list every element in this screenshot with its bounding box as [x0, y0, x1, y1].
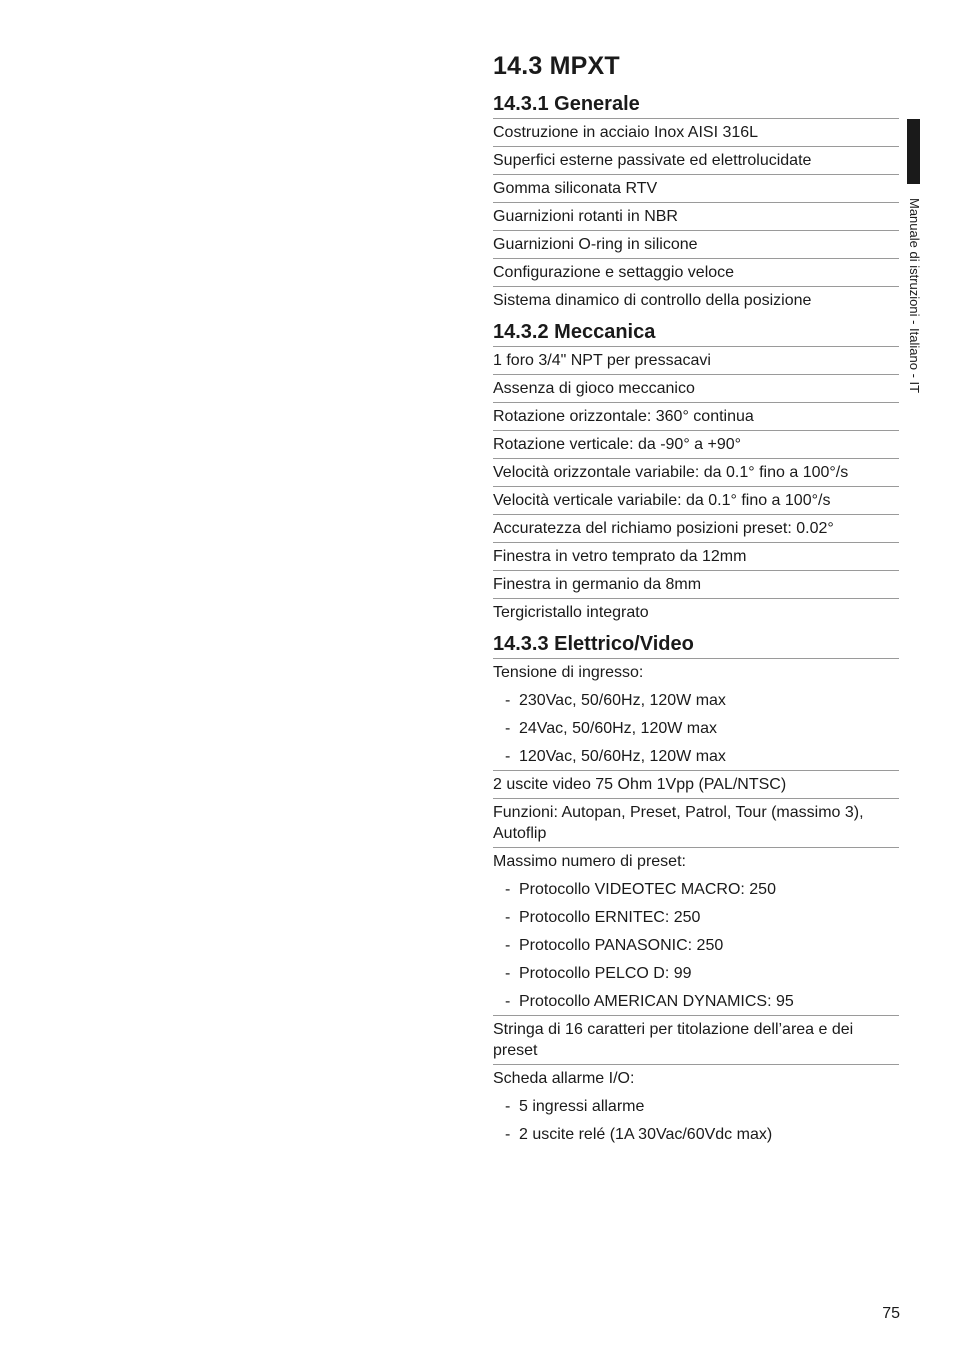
sub-item-text: Protocollo VIDEOTEC MACRO: 250: [519, 881, 776, 898]
spec-row: [493, 515, 899, 543]
sub-item-text: Protocollo AMERICAN DYNAMICS: 95: [519, 993, 794, 1010]
dash-bullet: -: [505, 909, 511, 926]
section: [493, 320, 899, 626]
sub-item-text: Protocollo PANASONIC: 250: [519, 937, 724, 954]
spec-row: [493, 543, 899, 571]
spec-row: [493, 431, 899, 459]
spec-text: 2 uscite video 75 Ohm 1Vpp (PAL/NTSC): [493, 776, 787, 793]
spec-text: Finestra in vetro temprato da 12mm: [493, 548, 747, 565]
sub-item: [493, 963, 899, 984]
dash-bullet: -: [505, 1126, 511, 1143]
sub-item-text: Protocollo ERNITEC: 250: [519, 909, 701, 926]
spec-row: [493, 403, 899, 431]
dash-bullet: -: [505, 881, 511, 898]
dash-bullet: -: [505, 993, 511, 1010]
spec-text: Tergicristallo integrato: [493, 604, 649, 621]
chapter-tab-marker: [907, 119, 920, 184]
sub-item-text: 24Vac, 50/60Hz, 120W max: [519, 720, 718, 737]
dash-bullet: -: [505, 965, 511, 982]
sub-item: [493, 746, 899, 767]
spec-row: [493, 487, 899, 515]
sections-container: [493, 92, 899, 1148]
page-title: 14.3 MPXT: [493, 52, 620, 80]
sidebar-label: Manuale di istruzioni - Italiano - IT: [907, 198, 922, 394]
sub-list: [493, 690, 899, 767]
section: [493, 92, 899, 314]
spec-row: [493, 848, 899, 1016]
sub-item-text: 230Vac, 50/60Hz, 120W max: [519, 692, 726, 709]
sub-item-text: 5 ingressi allarme: [519, 1098, 645, 1115]
spec-text: Rotazione verticale: da -90° a +90°: [493, 436, 742, 453]
dash-bullet: -: [505, 692, 511, 709]
sub-item-text: 120Vac, 50/60Hz, 120W max: [519, 748, 726, 765]
sub-item: [493, 690, 899, 711]
spec-text: Sistema dinamico di controllo della posizione: [493, 292, 812, 309]
section: [493, 632, 899, 1148]
sub-item-text: 2 uscite relé (1A 30Vac/60Vdc max): [519, 1126, 773, 1143]
spec-text: Finestra in germanio da 8mm: [493, 576, 702, 593]
spec-text: Massimo numero di preset:: [493, 853, 686, 870]
dash-bullet: -: [505, 937, 511, 954]
spec-row: [493, 599, 899, 626]
section-heading: 14.3.3 Elettrico/Video: [493, 633, 694, 655]
section-heading: 14.3.1 Generale: [493, 93, 640, 115]
spec-text: Gomma siliconata RTV: [493, 180, 658, 197]
spec-row: [493, 459, 899, 487]
spec-text: Costruzione in acciaio Inox AISI 316L: [493, 124, 759, 141]
spec-list: [493, 118, 899, 314]
spec-text: Stringa di 16 caratteri per titolazione dell’area e dei preset: [493, 1021, 854, 1059]
spec-text: Guarnizioni O-ring in silicone: [493, 236, 698, 253]
spec-text: 1 foro 3/4" NPT per pressacavi: [493, 352, 711, 369]
spec-row: [493, 259, 899, 287]
spec-row: [493, 1016, 899, 1065]
spec-text: Guarnizioni rotanti in NBR: [493, 208, 678, 225]
spec-row: [493, 347, 899, 375]
spec-row: [493, 203, 899, 231]
dash-bullet: -: [505, 1098, 511, 1115]
spec-text: Velocità orizzontale variabile: da 0.1° fino a 100°/s: [493, 464, 849, 481]
sub-item-text: Protocollo PELCO D: 99: [519, 965, 692, 982]
spec-text: Velocità verticale variabile: da 0.1° fino a 100°/s: [493, 492, 831, 509]
spec-row: [493, 375, 899, 403]
spec-text: Rotazione orizzontale: 360° continua: [493, 408, 754, 425]
spec-row: [493, 799, 899, 848]
spec-row: [493, 147, 899, 175]
sub-item: [493, 718, 899, 739]
sub-list: [493, 1096, 899, 1145]
spec-row: [493, 659, 899, 771]
sub-item: [493, 1124, 899, 1145]
spec-text: Superfici esterne passivate ed elettrolucidate: [493, 152, 812, 169]
spec-text: Assenza di gioco meccanico: [493, 380, 695, 397]
spec-list: [493, 658, 899, 1148]
dash-bullet: -: [505, 748, 511, 765]
spec-row: [493, 571, 899, 599]
spec-text: Scheda allarme I/O:: [493, 1070, 635, 1087]
page-number: 75: [882, 1305, 900, 1322]
page-content: [493, 50, 899, 1154]
spec-text: Tensione di ingresso:: [493, 664, 644, 681]
sub-item: [493, 879, 899, 900]
spec-text: Configurazione e settaggio veloce: [493, 264, 735, 281]
spec-row: [493, 1065, 899, 1148]
section-heading: 14.3.2 Meccanica: [493, 321, 656, 343]
spec-text: Accuratezza del richiamo posizioni preset: 0.02°: [493, 520, 834, 537]
spec-row: [493, 771, 899, 799]
spec-row: [493, 287, 899, 314]
sub-item: [493, 935, 899, 956]
dash-bullet: -: [505, 720, 511, 737]
sub-item: [493, 991, 899, 1012]
spec-row: [493, 175, 899, 203]
sub-item: [493, 1096, 899, 1117]
sub-list: [493, 879, 899, 1012]
spec-row: [493, 231, 899, 259]
spec-text: Funzioni: Autopan, Preset, Patrol, Tour (massimo 3), Autoflip: [493, 804, 864, 842]
spec-list: [493, 346, 899, 626]
sub-item: [493, 907, 899, 928]
spec-row: [493, 119, 899, 147]
